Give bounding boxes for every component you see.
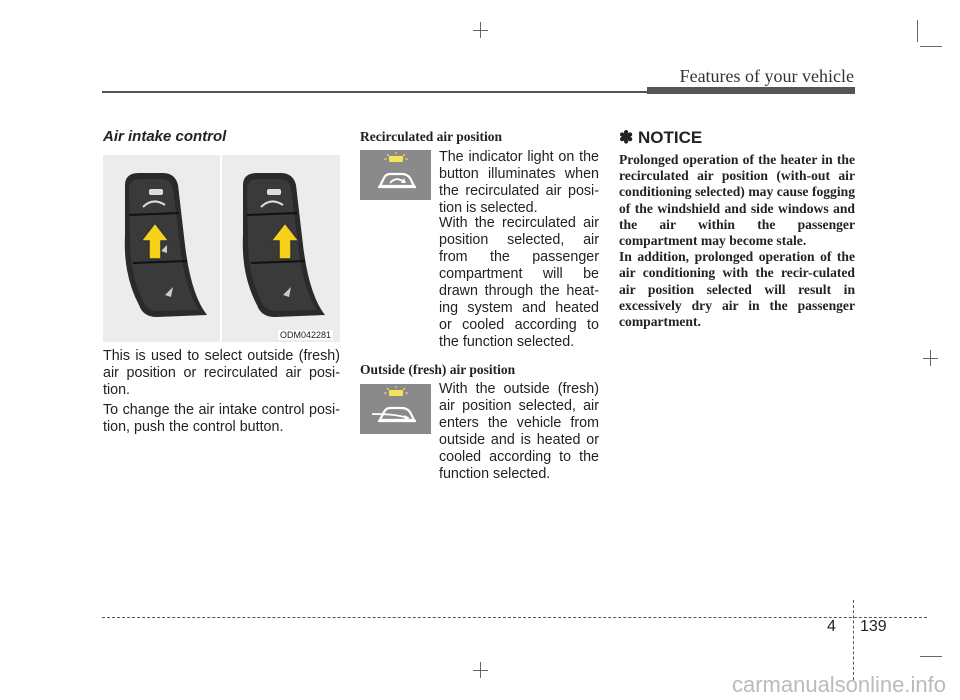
crop-mark-top-right-h xyxy=(920,46,942,47)
outside-text-1: With the outside (fresh) air position selected, air enters the vehicle from outside and is heated or cooled according to the function selected. xyxy=(439,381,599,482)
control-knobs-illustration xyxy=(103,155,340,342)
crop-mark-top-center-h xyxy=(473,30,488,31)
notice-body xyxy=(619,152,855,330)
footer-divider xyxy=(853,600,854,680)
recirculated-air-icon xyxy=(360,150,431,200)
section-title: Air intake control xyxy=(103,128,227,145)
header-title: Features of your vehicle xyxy=(679,66,854,86)
instruction-paragraph: To change the air intake control posi-tion, push the control button. xyxy=(103,402,340,435)
footer-rule xyxy=(102,617,927,618)
outside-air-icon xyxy=(360,384,431,434)
crop-mark-bottom-center-h xyxy=(473,670,488,671)
page-number: 139 xyxy=(860,618,887,635)
notice-paragraph-2: In addition, prolonged operation of the air conditioning with the recir-culated air position selected will result in excessively dry air in the passenger compartment. xyxy=(619,249,855,330)
notice-title: ✽ NOTICE xyxy=(619,128,703,147)
recirculated-text-1: The indicator light on the button illuminates when the recirculated air posi-tion is selected. xyxy=(439,149,599,216)
watermark: carmanualsonline.info xyxy=(731,672,946,697)
figure-code: ODM042281 xyxy=(280,330,332,340)
notice-paragraph-1: Prolonged operation of the heater in the recirculated air position (with-out air conditioning selected) may cause fogging of the windshield and side windows and the air within the passenger compartment may become stale. xyxy=(619,152,855,249)
recirculated-button-image xyxy=(360,150,431,200)
crop-mark-right-mid-h xyxy=(923,358,938,359)
control-figure xyxy=(103,155,340,342)
header-rule xyxy=(102,91,647,93)
header-bar xyxy=(647,87,855,94)
crop-mark-bottom-right-h xyxy=(920,656,942,657)
recirculated-heading: Recirculated air position xyxy=(360,129,502,144)
outside-button-image xyxy=(360,384,431,434)
crop-mark-top-right-v xyxy=(917,20,918,42)
chapter-number: 4 xyxy=(827,618,836,635)
outside-heading: Outside (fresh) air position xyxy=(360,362,516,377)
recirculated-text-2: With the recirculated air position selected, air from the passenger compartment will be drawn through the heat-ing system and heated or cooled according to the function selected. xyxy=(439,215,599,350)
intro-paragraph: This is used to select outside (fresh) air position or recirculated air posi-tion. xyxy=(103,348,340,398)
